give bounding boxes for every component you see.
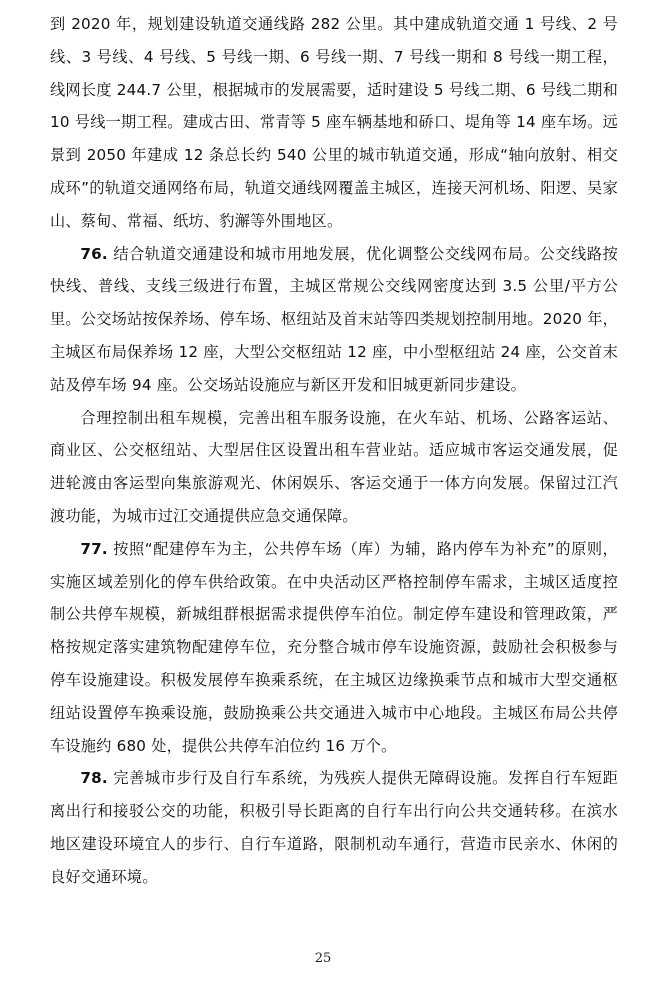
- clause-number: 77.: [80, 539, 108, 558]
- paragraph-76: 76. 结合轨道交通建设和城市用地发展，优化调整公交线网布局。公交线路按快线、普线、支线三级进行布置，主城区常规公交线网密度达到 3.5 公里/平方公里。公交场站按保养场、停车场、枢纽站及首末站等四类规划控制用地。2020 年，主城区布局保养场 12 座，大型公交枢纽站 12 座，中小型枢纽站 24 座，公交首末站及停车场 94 座。公交场站设施应与新区开发和旧城更新同步建设。: [50, 244, 618, 394]
- paragraph-taxi: 合理控制出租车规模，完善出租车服务设施，在火车站、机场、公路客运站、商业区、公交枢纽站、大型居住区设置出租车营业站。适应城市客运交通发展，促进轮渡由客运型向集旅游观光、休闲娱乐、客运交通于一体方向发展。保留过江汽渡功能，为城市过江交通提供应急交通保障。: [50, 408, 618, 525]
- paragraph-78: 78. 完善城市步行及自行车系统，为残疾人提供无障碍设施。发挥自行车短距离出行和接驳公交的功能，积极引导长距离的自行车出行向公共交通转移。在滨水地区建设环境宜人的步行、自行车道路，限制机动车通行，营造市民亲水、休闲的良好交通环境。: [50, 769, 618, 886]
- paragraph-77: 77. 按照“配建停车为主，公共停车场（库）为辅，路内停车为补充”的原则，实施区域差别化的停车供给政策。在中央活动区严格控制停车需求，主城区适度控制公共停车规模，新城组群根据需求提供停车泊位。制定停车建设和管理政策，严格按规定落实建筑物配建停车位，充分整合城市停车设施资源，鼓励社会积极参与停车设施建设。积极发展停车换乘系统，在主城区边缘换乘节点和城市大型交通枢纽站设置停车换乘设施，鼓励换乘公共交通进入城市中心地段。主城区布局公共停车设施约 680 处，提供公共停车泊位约 16 万个。: [50, 539, 618, 755]
- page-number: 25: [314, 951, 332, 966]
- clause-number: 78.: [80, 769, 108, 788]
- body-text: [50, 8, 618, 894]
- clause-number: 76.: [80, 244, 108, 263]
- paragraph-rail-plan: 到 2020 年，规划建设轨道交通线路 282 公里。其中建成轨道交通 1 号线、2 号线、3 号线、4 号线、5 号线一期、6 号线一期、7 号线一期和 8 号线一期工程，线网长度 244.7 公里，根据城市的发展需要，适时建设 5 号线二期、6 号线二期和 10 号线一期工程。建成古田、常青等 5 座车辆基地和硚口、堤角等 14 座车场。远景到 2050 年建成 12 条总长约 540 公里的城市轨道交通，形成“轴向放射、相交成环”的轨道交通网络布局，轨道交通线网覆盖主城区，连接天河机场、阳逻、吴家山、蔡甸、常福、纸坊、豹澥等外围地区。: [50, 15, 618, 230]
